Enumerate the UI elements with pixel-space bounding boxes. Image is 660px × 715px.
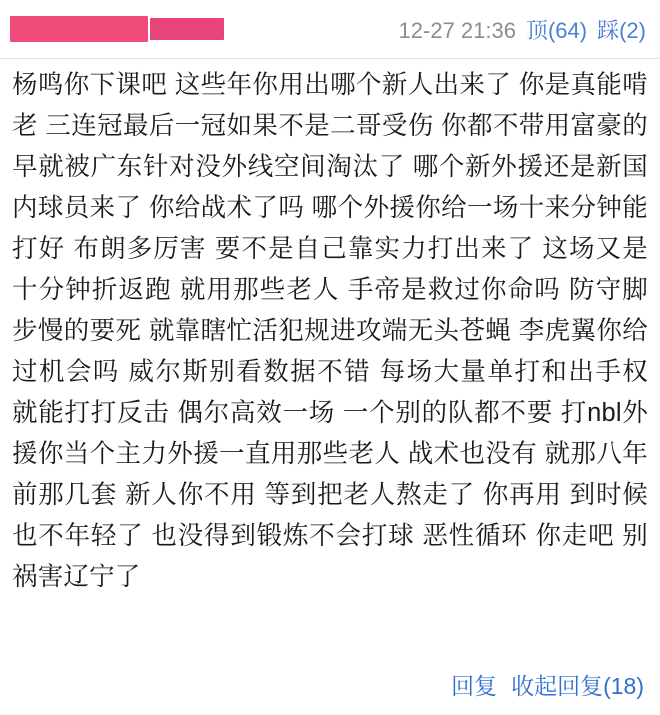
username-redaction-block xyxy=(10,16,148,42)
comment-meta xyxy=(399,14,646,45)
reply-button[interactable]: 回复 xyxy=(451,673,498,699)
username-block[interactable] xyxy=(10,16,224,42)
upvote-button[interactable]: 顶(64) xyxy=(525,17,588,43)
downvote-button[interactable]: 踩(2) xyxy=(597,17,646,43)
comment-footer xyxy=(451,668,644,701)
comment-timestamp: 12-27 21:36 xyxy=(398,17,516,43)
comment-header xyxy=(0,0,660,58)
collapse-replies-button[interactable]: 收起回复(18) xyxy=(511,673,644,699)
comment-text: 杨鸣你下课吧 这些年你用出哪个新人出来了 你是真能啃老 三连冠最后一冠如果不是二哥受伤 你都不带用富豪的 早就被广东针对没外线空间淘汰了 哪个新外援还是新国内球员来了 你给战术了吗 哪个外援你给一场十来分钟能打好 布朗多厉害 要不是自己靠实力打出来了 这场又是十分钟折返跑 就用那些老人 手帝是救过你命吗 防守脚步慢的要死 就靠瞎忙活犯规进攻端无头苍蝇 李虎翼你给过机会吗 威尔斯别看数据不错 每场大量单打和出手权 就能打打反击 偶尔高效一场 一个别的队都不要 打nbl外援你当个主力外援一直用那些老人 战术也没有 就那八年前那几套 新人你不用 等到把老人熬走了 你再用 到时候也不年轻了 也没得到锻炼不会打球 恶性循环 你走吧 别祸害辽宁了 xyxy=(12,71,648,591)
username-redaction-block-secondary xyxy=(150,18,224,40)
